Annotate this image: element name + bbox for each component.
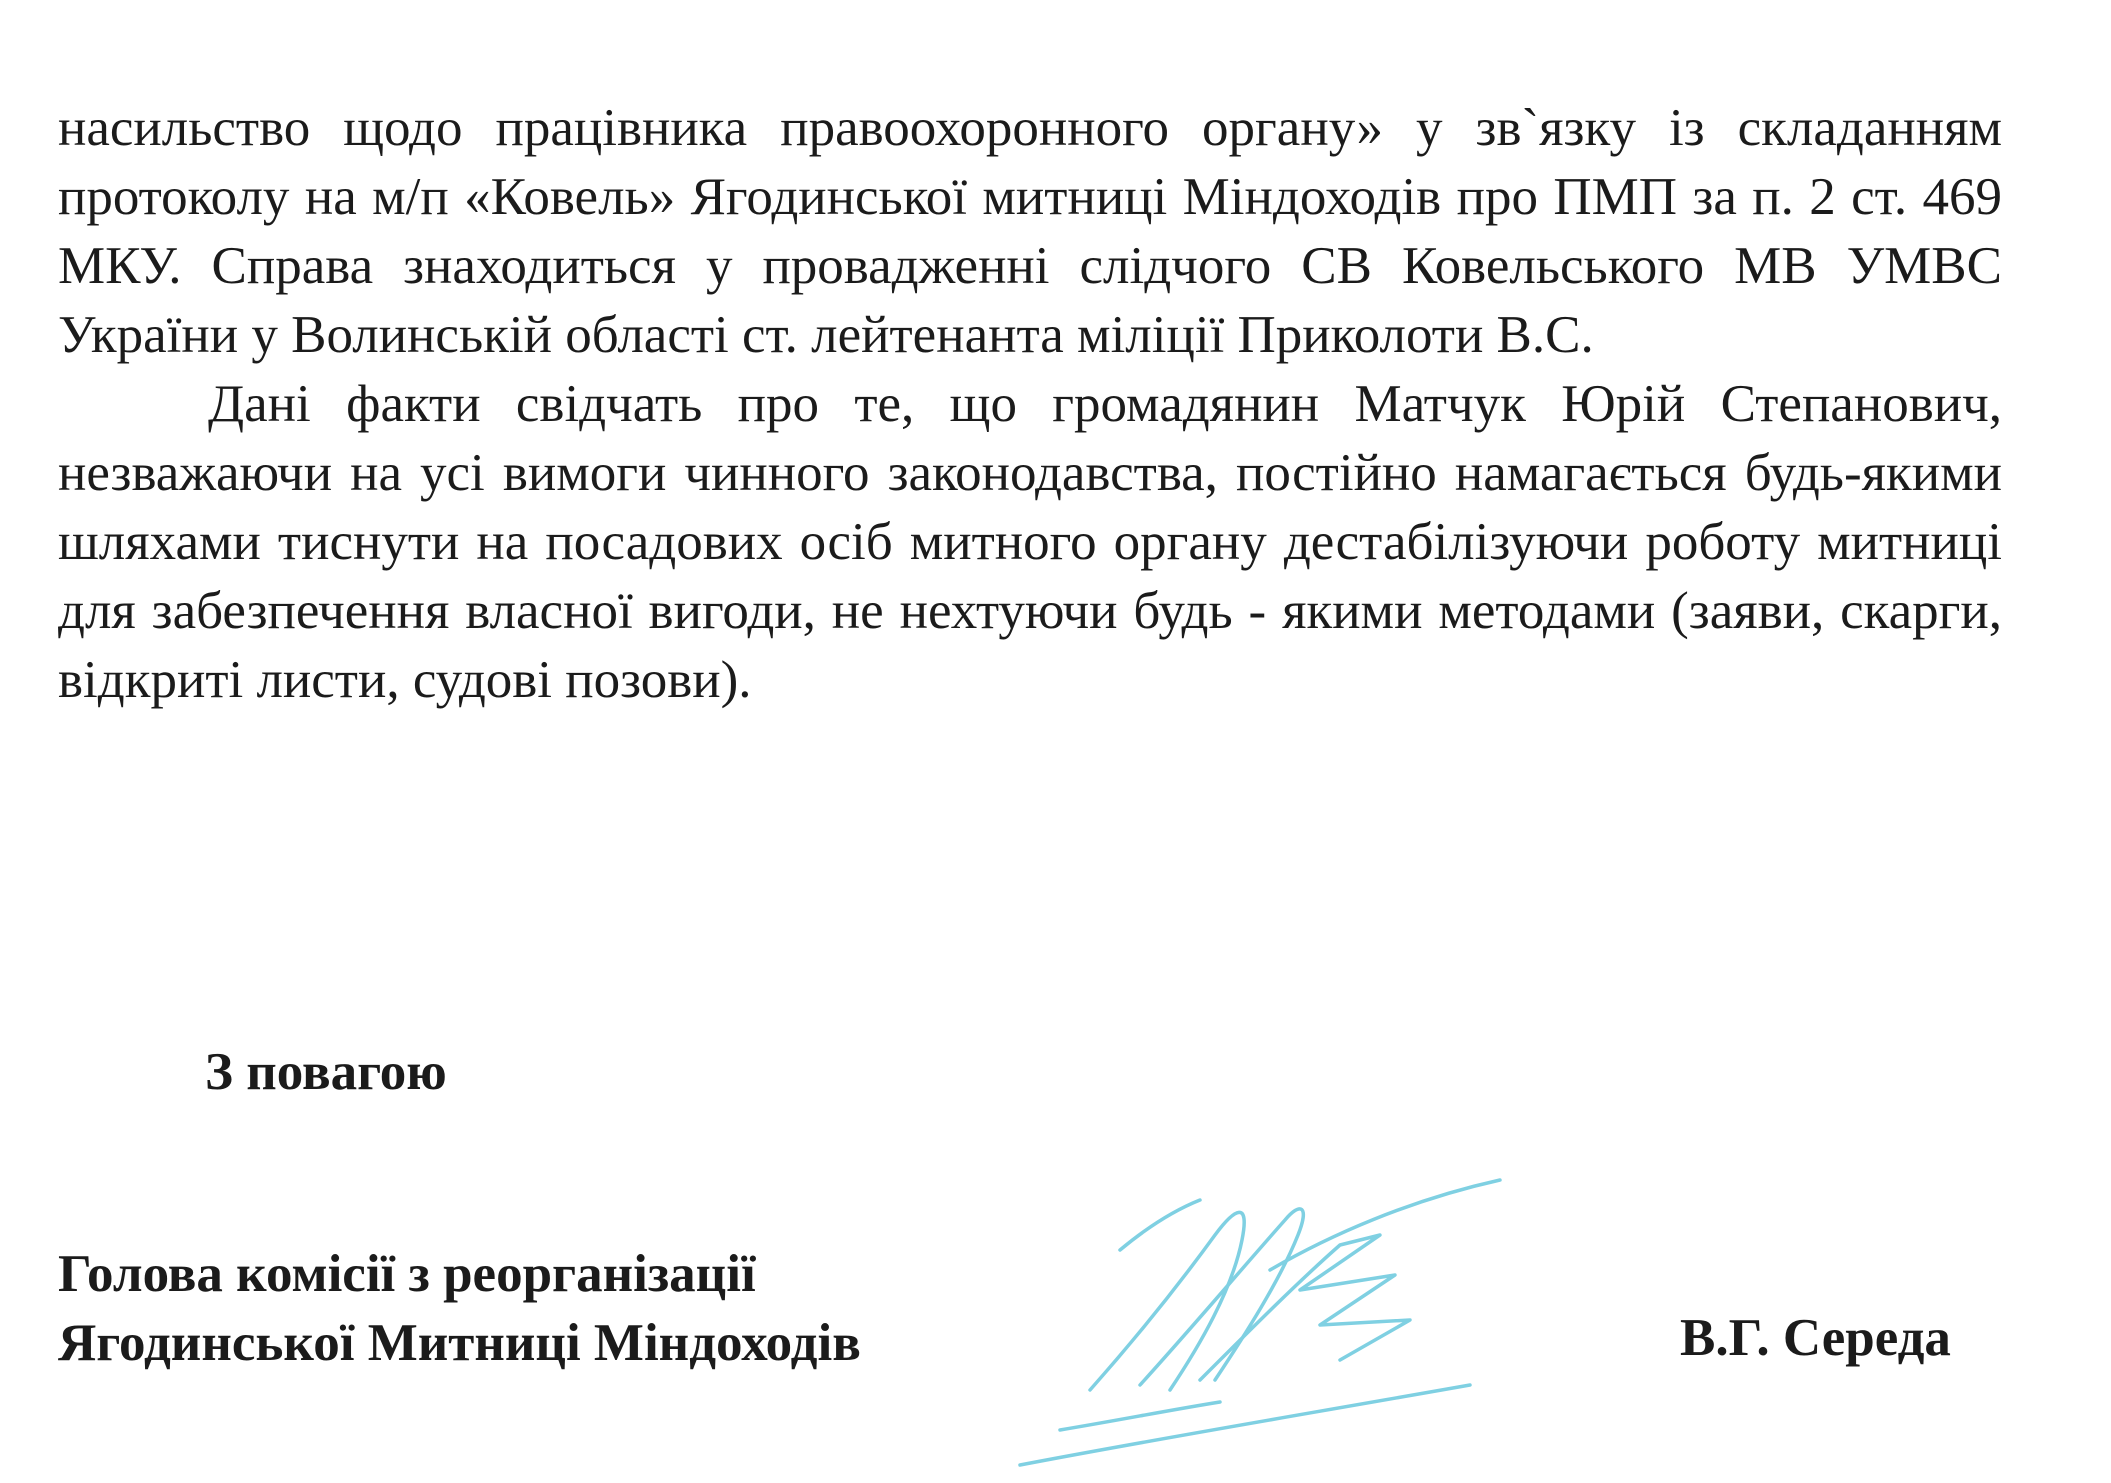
closing-salutation: З повагою [205, 1043, 447, 1101]
signatory-title-line-2: Ягодинської Митниці Міндоходів [58, 1314, 861, 1372]
handwritten-signature [1000, 1140, 1640, 1480]
signatory-title [58, 1240, 861, 1378]
paragraph-case-details: насильство щодо працівника правоохоронного органу» у зв`язку із складанням протоколу на м/п «Ковель» Ягодинської митниці Міндоходів про ПМП за п. 2 ст. 469 МКУ. Справа знаходиться у провадженні слідчого СВ Ковельського МВ УМВС України у Волинській області ст. лейтенанта міліції Приколоти В.С. [58, 99, 2002, 364]
paragraph-conclusion: Дані факти свідчать про те, що громадянин Матчук Юрій Степанович, незважаючи на усі вимоги чинного законодавства, постійно намагається будь-якими шляхами тиснути на посадових осіб митного органу дестабілізуючи роботу митниці для забезпечення власної вигоди, не нехтуючи будь - якими методами (заяви, скарги, відкриті листи, судові позови). [58, 375, 2002, 709]
signatory-name: В.Г. Середа [1680, 1309, 1951, 1367]
signatory-title-line-1: Голова комісії з реорганізації [58, 1245, 756, 1303]
letter-body [58, 94, 2002, 715]
